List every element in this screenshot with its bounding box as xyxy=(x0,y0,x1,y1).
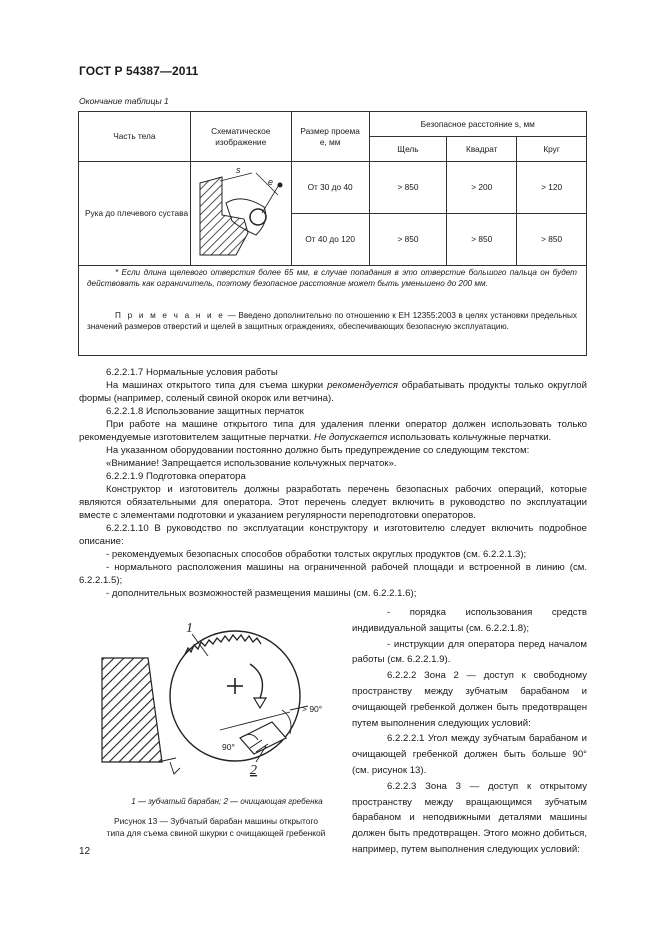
section-6-2-2-1-7-text: На машинах открытого типа для съема шкурки рекомендуется обрабатывать продукты только округлой формы (например, соленый свиной окорок или ветчина). xyxy=(79,380,587,404)
header-body-part: Часть тела xyxy=(79,112,191,162)
zone-3-text: 6.2.2.3 Зона 3 — доступ к открытому пространству между вращающимся зубчатым барабаном и неподвижными деталями машины должен быть предотвращен. Этого можно добиться, например, путем выполнения следующих условий: xyxy=(352,780,587,855)
arm-scheme xyxy=(190,162,291,266)
shoulder-circle xyxy=(250,209,266,225)
header-square: Квадрат xyxy=(447,137,517,162)
row-body-part: Рука до плечевого сустава xyxy=(79,162,191,266)
circle-cell-1: > 120 xyxy=(517,162,587,214)
header-circle: Круг xyxy=(517,137,587,162)
page-number: 12 xyxy=(79,846,91,857)
section-6-2-2-1-10-text: 6.2.2.1.10 В руководство по эксплуатации конструктору и изготовителю следует включить подробное описание: xyxy=(79,523,587,547)
circle-cell-2: > 850 xyxy=(517,214,587,266)
slot-cell-1: > 850 xyxy=(369,162,447,214)
section-6-2-2-1-9-text: Конструктор и изготовитель должны разработать перечень безопасных рабочих операций, которые являются обязательными для оператора. Этот перечень следует включить в руководство по эксплуатации вместе с элементами подготовки и указанием регулярности переподготовки операторов. xyxy=(79,484,587,521)
section-6-2-2-1-7-title: 6.2.2.1.7 Нормальные условия работы xyxy=(106,367,278,378)
scheme-label-s: s xyxy=(235,165,241,175)
size-cell-2: От 40 до 120 xyxy=(291,214,369,266)
safety-distance-table xyxy=(78,111,587,266)
body-main xyxy=(79,366,587,600)
zone-2-1-text: 6.2.2.2.1 Угол между зубчатым барабаном и очищающей гребенкой должен быть больше 90° (см. рисунок 13). xyxy=(352,733,587,776)
section-6-2-2-1-9-title: 6.2.2.1.9 Подготовка оператора xyxy=(106,471,246,482)
table-notes xyxy=(78,265,587,356)
list-item-3: - дополнительных возможностей размещения машины (см. 6.2.2.1.6); xyxy=(106,588,417,599)
warning-text: «Внимание! Запрещается использование кольчужных перчаток». xyxy=(106,458,397,469)
figure-legend: 1 — зубчатый барабан; 2 — очищающая гребенка xyxy=(131,797,323,806)
figure-angle-90: 90° xyxy=(222,742,235,752)
page-header-title: ГОСТ Р 54387—2011 xyxy=(79,64,199,78)
right-column xyxy=(352,605,587,858)
list-item-4: - порядка использования средств индивидуальной защиты (см. 6.2.2.1.8); xyxy=(352,607,587,634)
figure-caption: Рисунок 13 — Зубчатый барабан машины открытого типа для съема свиной шкурки с очищающей гребенкой xyxy=(106,816,326,838)
section-6-2-2-1-8-title: 6.2.2.1.8 Использование защитных перчаток xyxy=(106,406,304,417)
list-item-1: - рекомендуемых безопасных способов обработки толстых округлых продуктов (см. 6.2.2.1.3); xyxy=(106,549,527,560)
header-opening-size: Размер проема е, мм xyxy=(291,112,369,162)
square-cell-1: > 200 xyxy=(447,162,517,214)
square-cell-2: > 850 xyxy=(447,214,517,266)
pointer-dot xyxy=(277,183,282,188)
header-scheme: Схематическое изображение xyxy=(190,112,291,162)
warning-intro: На указанном оборудовании постоянно должно быть предупреждение со следующим текстом: xyxy=(106,445,530,456)
figure-13-drawing xyxy=(90,612,350,792)
section-6-2-2-1-8-text: При работе на машине открытого типа для удаления пленки оператор должен использовать только рекомендуемые изготовителем защитные перчатки. Не допускается использовать кольчужные перчатки. xyxy=(79,419,587,443)
arm-scheme-drawing xyxy=(192,163,290,261)
size-cell-1: От 30 до 40 xyxy=(291,162,369,214)
list-item-2: - нормального расположения машины на ограниченной рабочей площади и встроенной в линию (см. 6.2.2.1.5); xyxy=(79,562,587,586)
slot-cell-2: > 850 xyxy=(369,214,447,266)
table-caption: Окончание таблицы 1 xyxy=(79,96,169,106)
wall-hatch xyxy=(200,177,248,255)
scheme-label-e: e xyxy=(267,177,273,187)
machine-body-hatch xyxy=(102,658,162,762)
header-slot: Щель xyxy=(369,137,447,162)
zone-2-text: 6.2.2.2 Зона 2 — доступ к свободному пространству между зубчатым барабаном и очищающей гребенкой должен быть предотвращен путем выполнения следующих условий: xyxy=(352,670,587,729)
table-note: П р и м е ч а н и е — Введено дополнительно по отношению к ЕН 12355:2003 в целях установки предельных значений размеров отверстий и щелей в защитных ограждениях, обеспечивающих безопасную эксплуатацию. xyxy=(87,311,578,331)
angle-line-1 xyxy=(220,712,290,730)
cleaning-comb xyxy=(240,722,286,754)
header-safe-distance: Безопасное расстояние s, мм xyxy=(369,112,586,137)
table-footnote: * Если длина щелевого отверстия более 65 мм, в случае попадания в это отверстие большого пальца он будет действовать как ограничитель, поэтому безопасное расстояние может быть уменьшено до 200 мм. xyxy=(87,268,577,288)
figure-label-2: 2 xyxy=(250,763,257,778)
figure-angle-gt90: > 90° xyxy=(302,704,323,714)
rotation-arrow-head xyxy=(254,698,266,708)
rotation-arrow xyxy=(250,664,262,698)
figure-label-1: 1 xyxy=(186,621,193,636)
gap-dimension-mark xyxy=(170,762,180,774)
list-item-5: - инструкции для оператора перед началом работы (см. 6.2.2.1.9). xyxy=(352,638,587,666)
